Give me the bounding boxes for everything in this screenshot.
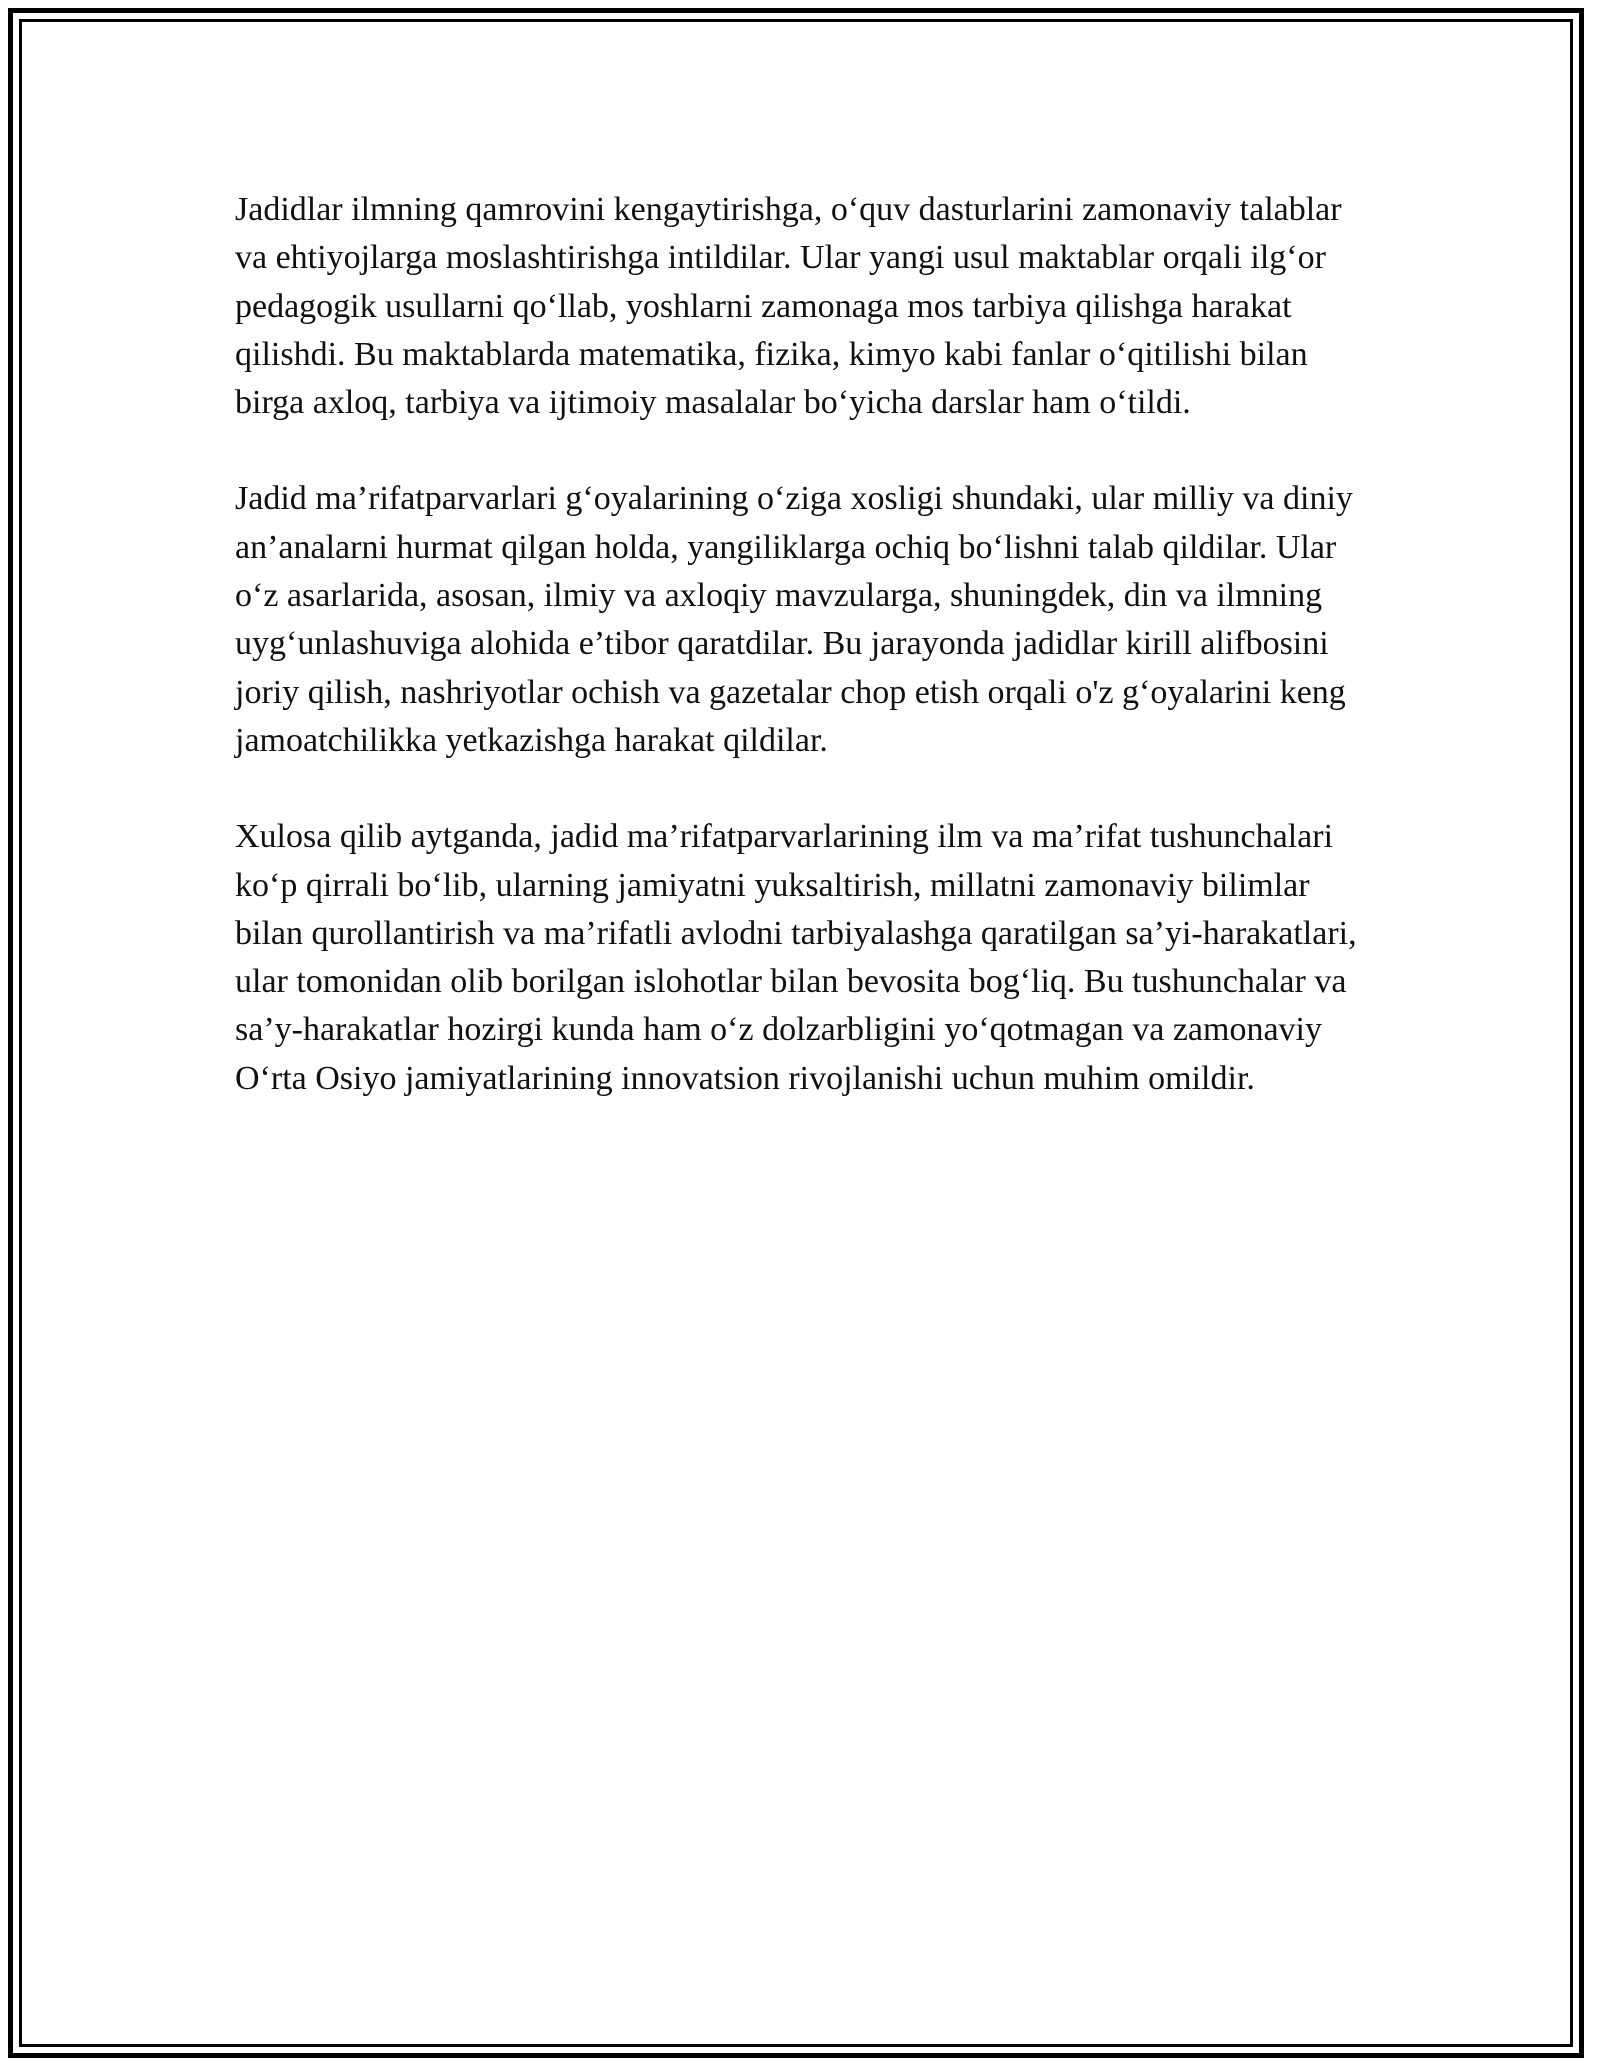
- paragraph-1: Jadidlar ilmning qamrovini kengaytirishga, o‘quv dasturlarini zamonaviy talablar va ehtiyojlarga moslashtirishga intildilar. Ular yangi usul maktablar orqali ilg‘or pedagogik usullarni qo‘llab, yoshlarni zamonaga mos tarbiya qilishga harakat qilishdi. Bu maktablarda matematika, fizika, kimyo kabi fanlar o‘qitilishi bilan birga axloq, tarbiya va ijtimoiy masalalar bo‘yicha darslar ham o‘tildi.: [235, 191, 1342, 422]
- paragraph-3: Xulosa qilib aytganda, jadid ma’rifatparvarlarining ilm va ma’rifat tushunchalari ko‘p qirrali bo‘lib, ularning jamiyatni yuksaltirish, millatni zamonaviy bilimlar bilan qurollantirish va ma’rifatli avlodni tarbiyalashga qaratilgan sa’yi-harakatlari, ular tomonidan olib borilgan islohotlar bilan bevosita bog‘liq. Bu tushunchalar va sa’y-harakatlar hozirgi kunda ham o‘z dolzarbligini yo‘qotmagan va zamonaviy O‘rta Osiyo jamiyatlarining innovatsion rivojlanishi uchun muhim omildir.: [235, 818, 1357, 1097]
- paragraph-2: Jadid ma’rifatparvarlari g‘oyalarining o‘ziga xosligi shundaki, ular milliy va diniy an’analarni hurmat qilgan holda, yangiliklarga ochiq bo‘lishni talab qildilar. Ular o‘z asarlarida, asosan, ilmiy va axloqiy mavzularga, shuningdek, din va ilmning uyg‘unlashuviga alohida e’tibor qaratdilar. Bu jarayonda jadidlar kirill alifbosini joriy qilish, nashriyotlar ochish va gazetalar chop etish orqali o'z g‘oyalarini keng jamoatchilikka yetkazishga harakat qildilar.: [235, 480, 1353, 759]
- document-body: [235, 186, 1365, 1151]
